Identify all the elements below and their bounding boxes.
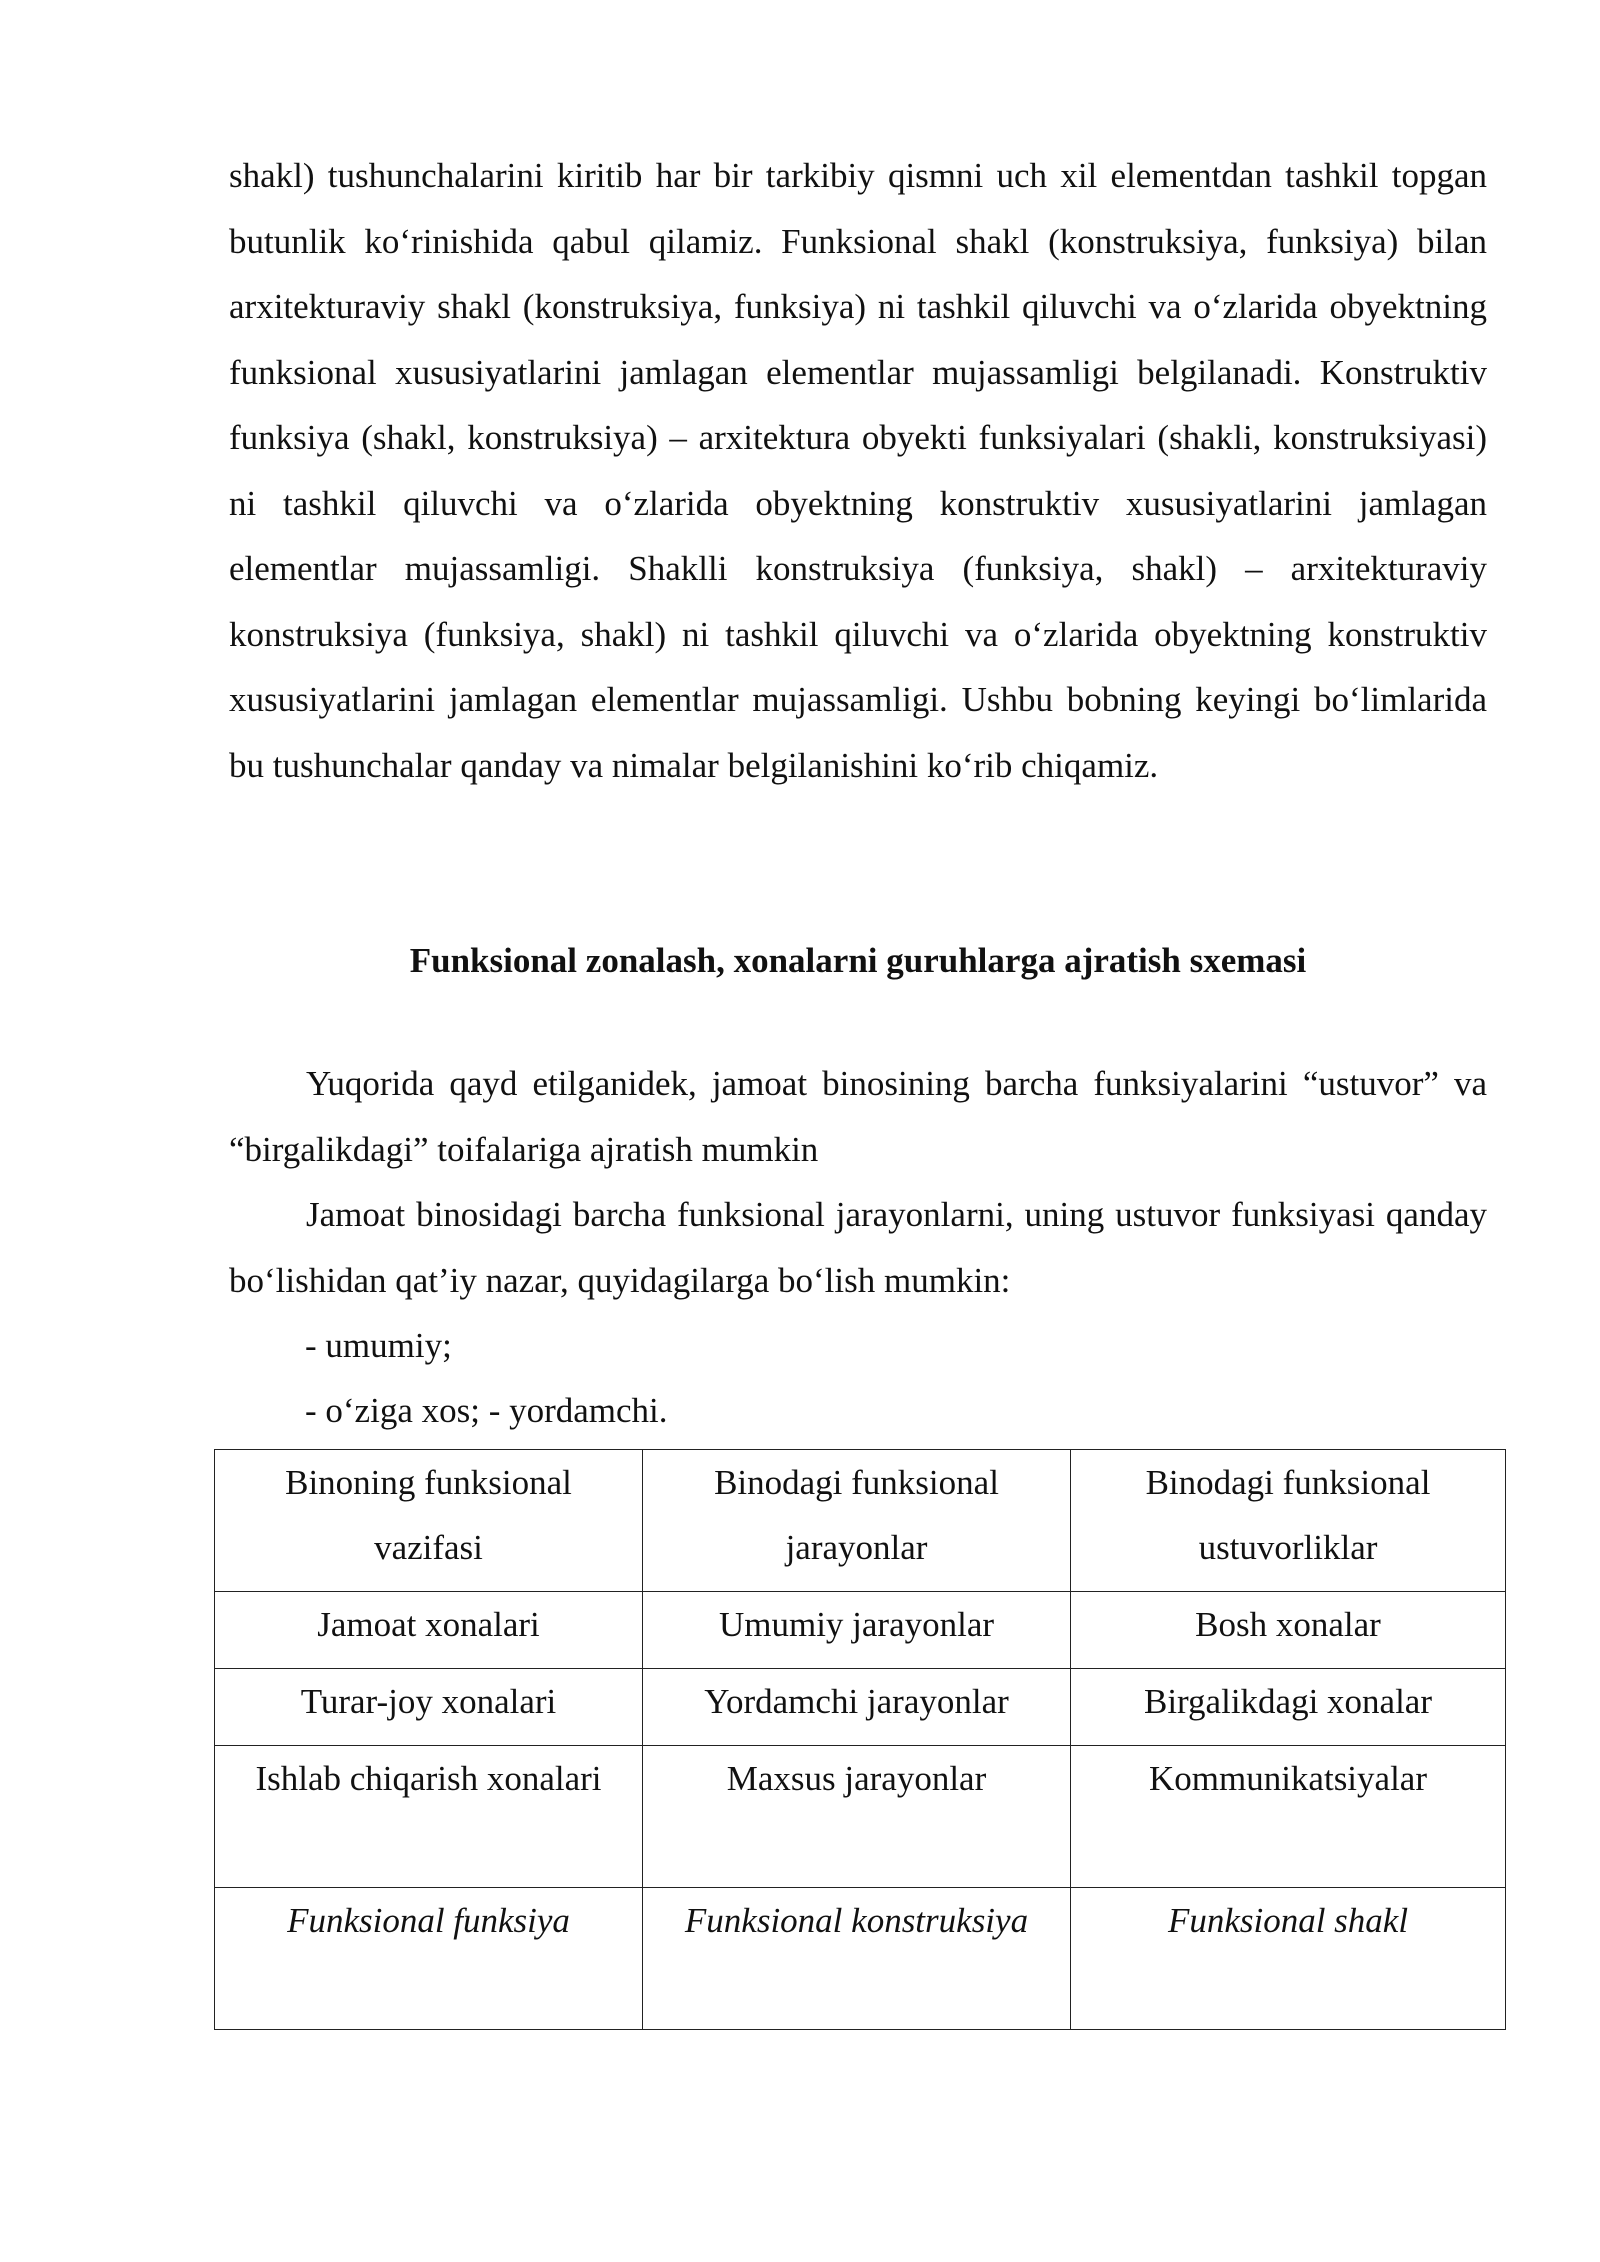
table-row (215, 1592, 1506, 1669)
table-header-cell: Binodagi funksional jarayonlar (643, 1450, 1071, 1592)
table-cell: Funksional funksiya (215, 1888, 643, 2030)
section-heading: Funksional zonalash, xonalarni guruhlarga ajratish sxemasi (409, 941, 1307, 980)
table-cell: Bosh xonalar (1071, 1592, 1506, 1669)
table-cell: Yordamchi jarayonlar (643, 1669, 1071, 1746)
table-row (215, 1888, 1506, 2030)
table-row (215, 1669, 1506, 1746)
functional-zoning-table (214, 1449, 1506, 2030)
table-cell: Funksional shakl (1071, 1888, 1506, 2030)
paragraph-priority-categories: Yuqorida qayd etilganidek, jamoat binosining barcha funksiyalarini “ustuvor” va “birgalikdagi” toifalariga ajratish mumkin (229, 1064, 1487, 1169)
paragraph-process-division: Jamoat binosidagi barcha funksional jarayonlarni, uning ustuvor funksiyasi qanday boʻlishidan qat’iy nazar, quyidagilarga boʻlish mumkin: (229, 1195, 1487, 1300)
table-cell: Jamoat xonalari (215, 1592, 643, 1669)
table-cell: Kommunikatsiyalar (1071, 1746, 1506, 1888)
table-header-row (215, 1450, 1506, 1592)
list-item-general: - umumiy; (305, 1326, 452, 1365)
table-cell: Birgalikdagi xonalar (1071, 1669, 1506, 1746)
table-cell: Turar-joy xonalari (215, 1669, 643, 1746)
table-cell: Maxsus jarayonlar (643, 1746, 1071, 1888)
table-cell: Funksional konstruksiya (643, 1888, 1071, 2030)
table-header-cell: Binoning funksional vazifasi (215, 1450, 643, 1592)
intro-paragraph: shakl) tushunchalarini kiritib har bir tarkibiy qismni uch xil elementdan tashkil topgan butunlik koʻrinishida qabul qilamiz. Funksional shakl (konstruksiya, funksiya) bilan arxitekturaviy shakl (konstruksiya, funksiya) ni tashkil qiluvchi va oʻzlarida obyektning funksional xususiyatlarini jamlagan elementlar mujassamligi belgilanadi. Konstruktiv funksiya (shakl, konstruksiya) – arxitektura obyekti funksiyalari (shakli, konstruksiyasi) ni tashkil qiluvchi va oʻzlarida obyektning konstruktiv xususiyatlarini jamlagan elementlar mujassamligi. Shaklli konstruksiya (funksiya, shakl) – arxitekturaviy konstruksiya (funksiya, shakl) ni tashkil qiluvchi va oʻzlarida obyektning konstruktiv xususiyatlarini jamlagan elementlar mujassamligi. Ushbu bobning keyingi boʻlimlarida bu tushunchalar qanday va nimalar belgilanishini koʻrib chiqamiz. (229, 156, 1487, 785)
list-item-specific-auxiliary: - oʻziga xos; - yordamchi. (305, 1391, 668, 1430)
table-header-cell: Binodagi funksional ustuvorliklar (1071, 1450, 1506, 1592)
table-cell: Umumiy jarayonlar (643, 1592, 1071, 1669)
table-cell: Ishlab chiqarish xonalari (215, 1746, 643, 1888)
table-row (215, 1746, 1506, 1888)
